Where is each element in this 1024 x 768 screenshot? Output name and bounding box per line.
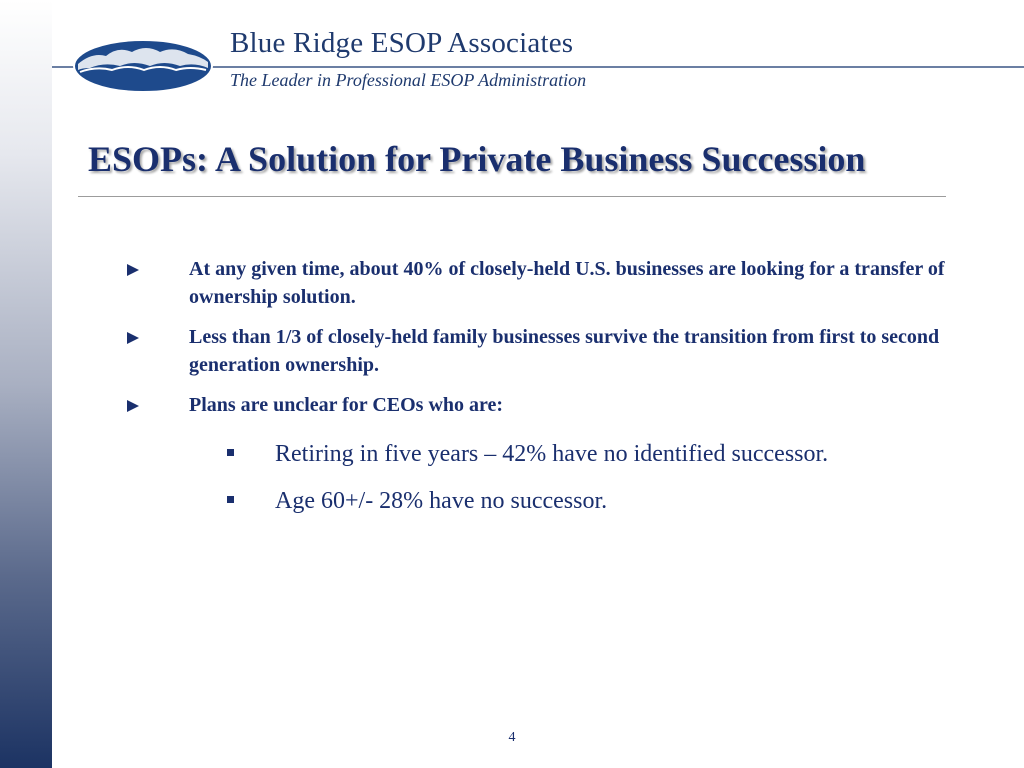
triangle-bullet-icon xyxy=(126,263,140,277)
page-number: 4 xyxy=(508,730,516,745)
sub-bullet-text: Age 60+/- 28% have no successor. xyxy=(275,488,608,514)
bullet-text: Plans are unclear for CEOs who are: xyxy=(189,394,504,416)
sub-bullet-text: Retiring in five years – 42% have no identified successor. xyxy=(275,441,829,467)
side-gradient-bar xyxy=(0,0,52,768)
triangle-bullet-icon xyxy=(126,399,140,413)
main-bullet-list xyxy=(126,255,956,431)
company-tagline: The Leader in Professional ESOP Administration xyxy=(230,70,587,90)
title-divider xyxy=(78,196,946,197)
triangle-bullet-icon xyxy=(126,331,140,345)
mountain-oval-logo-icon xyxy=(72,38,214,94)
sub-bullet-item xyxy=(226,437,828,484)
bullet-text: Less than 1/3 of closely-held family businesses survive the transition from first to second generation ownership. xyxy=(189,326,940,376)
sub-bullet-list xyxy=(226,437,828,531)
slide-title: ESOPs: A Solution for Private Business Succession xyxy=(88,139,866,179)
bullet-text: At any given time, about 40% of closely-held U.S. businesses are looking for a transfer of ownership solution. xyxy=(189,258,945,308)
square-bullet-icon xyxy=(227,449,234,456)
square-bullet-icon xyxy=(227,496,234,503)
bullet-item xyxy=(126,323,956,379)
company-name: Blue Ridge ESOP Associates xyxy=(230,27,574,59)
sub-bullet-item xyxy=(226,484,828,531)
bullet-item xyxy=(126,255,956,311)
bullet-item xyxy=(126,391,956,419)
